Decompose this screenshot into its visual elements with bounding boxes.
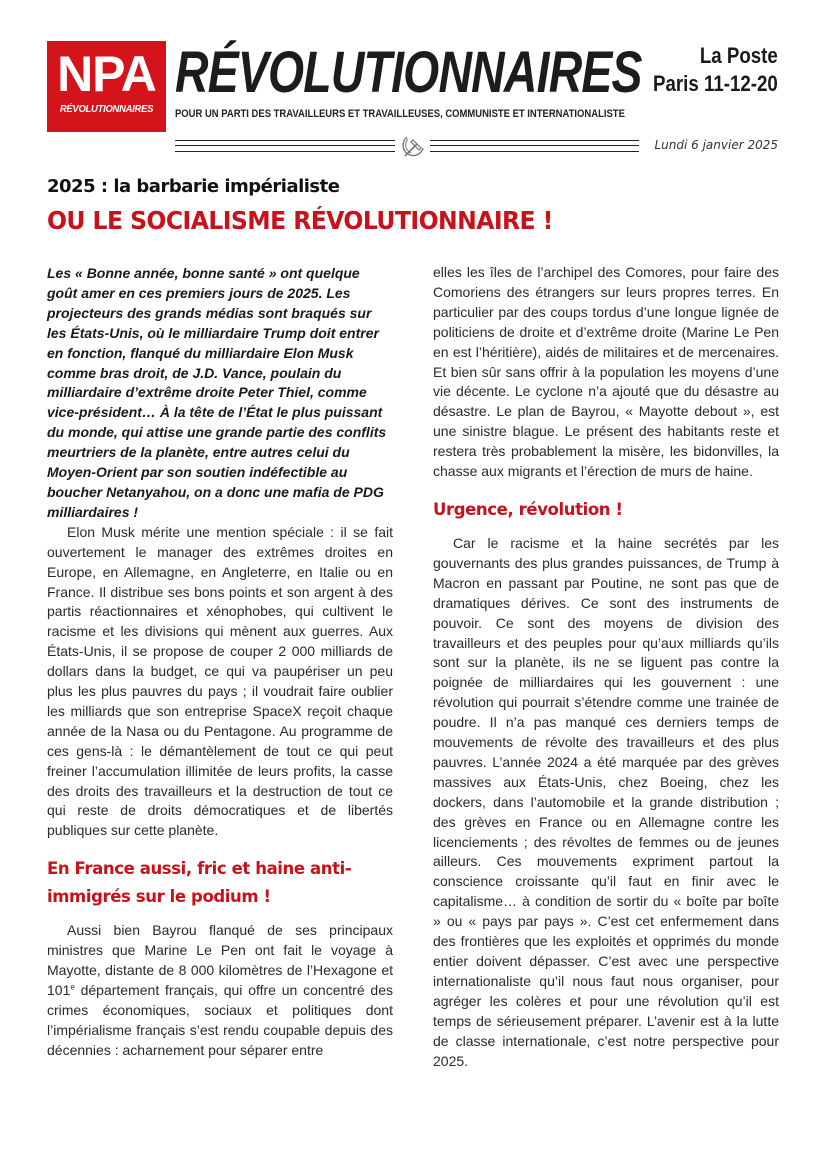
paragraph-revolution: Car le racisme et la haine secrétés par les gouvernants des plus grandes puissances, de Trump à Macron en passant par Poutine, ne sont pas que de dramatiques dérives. Ce sont des instruments de pouvoir. Ce sont des moyens de division des travailleurs et des peuples pour qu’aux milliards qu’ils sont sur la planète, ils ne se liguent pas contre la poignée de milliardaires qui les gouvernent : une révolution qui pourrait s’étendre comme une trainée de poudre. Il n’a pas manqué ces derniers temps de mouvements de révolte des travailleurs et des plus pauvres. L’année 2024 a été marquée par des grèves massives aux États-Unis, chez Boeing, chez les dockers, dans l’automobile et la grande distribution ; des grèves en France ou en Allemagne contre les licenciements ; des révoltes de femmes ou de jeunes ailleurs. Ces mouvements expriment partout la conscience croissante qu’il faut en finir avec le capitalisme… à condition de sortir du « boîte par boîte » ou « pays par pays ». C’est cet enfermement dans des frontières que les exploités et opprimés du monde entier doivent dépasser. C’est avec une perspective internationaliste qu’il nous faut nous organiser, pour agréger les colères et pour une révolution qu’il est temps de sérieusement préparer. L’avenir est à la lutte de classe internationale, c’est notre perspective pour 2025. [433, 534, 779, 1069]
paragraph-comores: elles les îles de l’archipel des Comores, pour faire des Comoriens des étrangers sur leurs propres terres. En particulier par des coups tordus d’une longue lignée de politiciens de droite et d’extrême droite (Marine Le Pen en est l’héritière), aidés de militaires et de mercenaires. Et bien sûr sans offrir à la population les moyens d’une vie décente. Le cyclone n’a ajouté que du désastre au désastre. Le plan de Bayrou, « Mayotte debout », est une sinistre blague. Le présent des habitants reste et restera très probablement la misère, les bidonvilles, la chasse aux migrants et l’érection de murs de haine. [433, 264, 779, 480]
masthead-title: RÉVOLUTIONNAIRES [175, 40, 642, 105]
npa-logo [47, 41, 166, 132]
paragraph-mayotte-text-b: département français, qui offre un concentré des crimes économiques, sociaux et politiques dont l’impérialisme français s’est rendu coupable depuis des décennies : acharnement pour séparer entre [47, 982, 393, 1058]
paragraph-musk: Elon Musk mérite une mention spéciale : il se fait ouvertement le manager des extrêmes droites en Europe, en Allemagne, en Angleterre, en Italie ou en France. Il distribue ses bons points et son argent à des partis réactionnaires et xénophobes, qui cultivent le racisme et les divisions qui mènent aux guerres. Aux États-Unis, il se propose de couper 2 000 milliards de dollars dans la budget, ce qui va paupériser un peu plus les plus pauvres du pays ; il voudrait faire oublier les milliards que son entreprise SpaceX reçoit chaque année de la Nasa ou du Pentagone. Au programme de ces gens-là : le démantèlement de tout ce qui peut freiner l’accumulation illimitée de leurs profits, la casse des droits des travailleurs et la destruction de tout ce qui reste de droits démocratiques et de libertés publiques sur cette planète. [47, 523, 393, 839]
section-title-urgence: Urgence, révolution ! [433, 499, 623, 519]
column-left [47, 264, 393, 1061]
edition-info [631, 42, 778, 98]
edition-line-2: Paris 11-12-20 [653, 71, 778, 96]
ordinal-superscript: e [70, 982, 75, 992]
masthead-rules [175, 137, 639, 157]
masthead-tagline: POUR UN PARTI DES TRAVAILLEURS ET TRAVAILLEUSES, COMMUNISTE ET INTERNATIONALISTE [175, 108, 625, 120]
headline-line-1: 2025 : la barbarie impérialiste [47, 176, 340, 197]
logo-sub-text: RÉVOLUTIONNAIRES [59, 103, 154, 115]
rule-right [430, 140, 639, 152]
paragraph-mayotte [47, 921, 393, 1060]
headline-line-2: OU LE SOCIALISME RÉVOLUTIONNAIRE ! [47, 206, 553, 235]
paragraph-mayotte-text-a: Aussi bien Bayrou flanqué de ses principaux ministres que Marine Le Pen ont fait le voyage à Mayotte, distante de 8 000 kilomètres de l’Hexagone et 101 [47, 922, 393, 998]
edition-line-1: La Poste [700, 43, 778, 68]
issue-date: Lundi 6 janvier 2025 [654, 138, 778, 152]
hammer-sickle-icon [399, 132, 427, 160]
column-right [433, 263, 779, 1071]
rule-left [175, 140, 395, 152]
section-title-france: En France aussi, fric et haine anti-immigrés sur le podium ! [47, 859, 352, 907]
masthead [175, 40, 645, 120]
lead-paragraph: Les « Bonne année, bonne santé » ont quelque goût amer en ces premiers jours de 2025. Les projecteurs des grands médias sont braqués sur les États-Unis, où le milliardaire Trump doit entrer en fonction, flanqué du milliardaire Elon Musk comme bras droit, de J.D. Vance, poulain du milliardaire d’extrême droite Peter Thiel, comme vice-président… À la tête de l’État le plus puissant du monde, qui attise une grande partie des conflits meurtriers de la planète, entre autres celui du Moyen-Orient par son soutien indéfectible au boucher Netanyahou, on a donc une mafia de PDG milliardaires ! [47, 265, 387, 520]
logo-main-text: NPA [57, 46, 156, 102]
